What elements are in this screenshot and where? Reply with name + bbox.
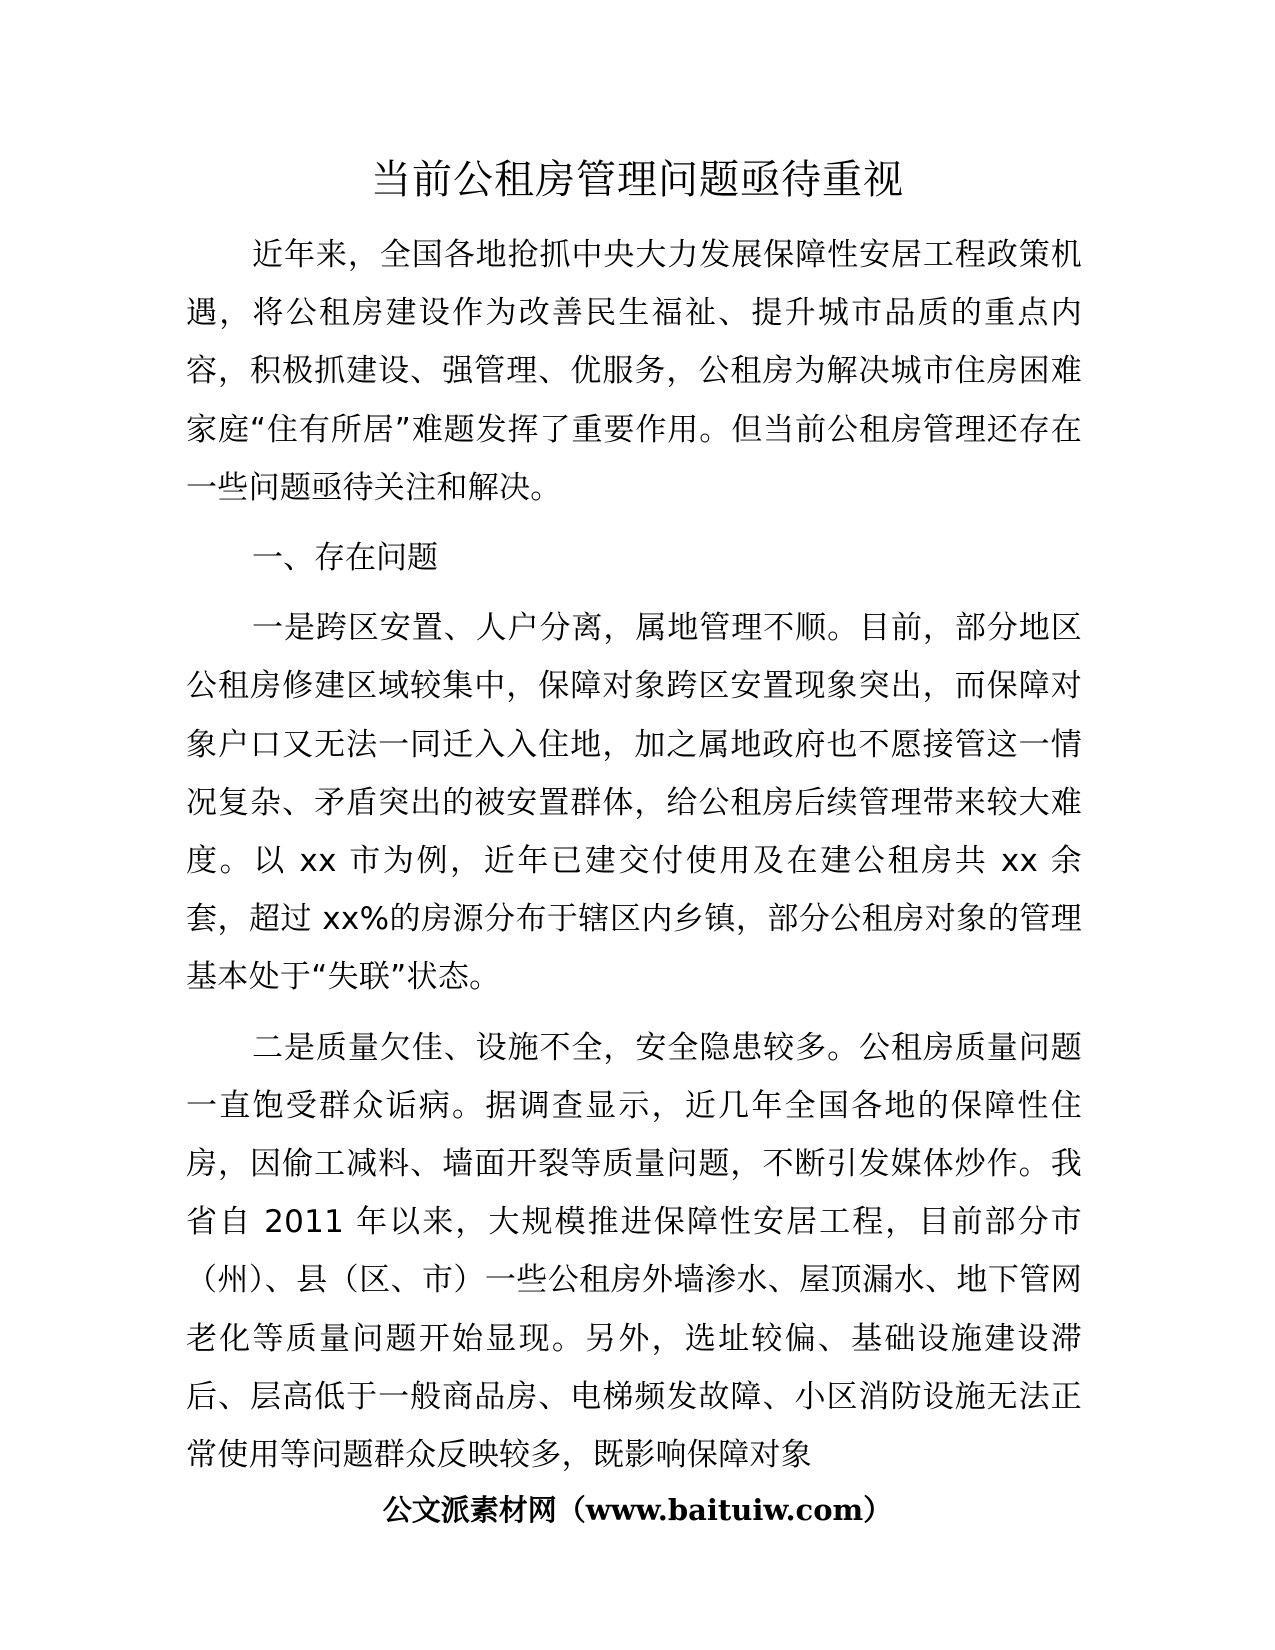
document-body	[186, 226, 1082, 1496]
problem-1-paragraph: 一是跨区安置、人户分离，属地管理不顺。目前，部分地区公租房修建区域较集中，保障对象跨区安置现象突出，而保障对象户口又无法一同迁入入住地，加之属地政府也不愿接管这一情况复杂、矛盾突出的被安置群体，给公租房后续管理带来较大难度。以 xx 市为例，近年已建交付使用及在建公租房共 xx 余套，超过 xx%的房源分布于辖区内乡镇，部分公租房对象的管理基本处于“失联”状态。	[186, 610, 1082, 996]
section-heading: 一、存在问题	[252, 540, 438, 577]
footer-watermark: 公文派素材网（www.baituiw.com）	[382, 1493, 893, 1527]
document-title: 当前公租房管理问题亟待重视	[371, 157, 904, 203]
problem-2-paragraph: 二是质量欠佳、设施不全，安全隐患较多。公租房质量问题一直饱受群众诟病。据调查显示，近几年全国各地的保障性住房，因偷工减料、墙面开裂等质量问题，不断引发媒体炒作。我省自 2011 年以来，大规模推进保障性安居工程，目前部分市（州）、县（区、市）一些公租房外墙渗水、屋顶漏水、地下管网老化等质量问题开始显现。另外，选址较偏、基础设施建设滞后、层高低于一般商品房、电梯频发故障、小区消防设施无法正常使用等问题群众反映较多，既影响保障对象	[186, 1029, 1082, 1474]
intro-paragraph: 近年来，全国各地抢抓中央大力发展保障性安居工程政策机遇，将公租房建设作为改善民生福祉、提升城市品质的重点内容，积极抓建设、强管理、优服务，公租房为解决城市住房困难家庭“住有所居”难题发挥了重要作用。但当前公租房管理还存在一些问题亟待关注和解决。	[186, 237, 1082, 506]
